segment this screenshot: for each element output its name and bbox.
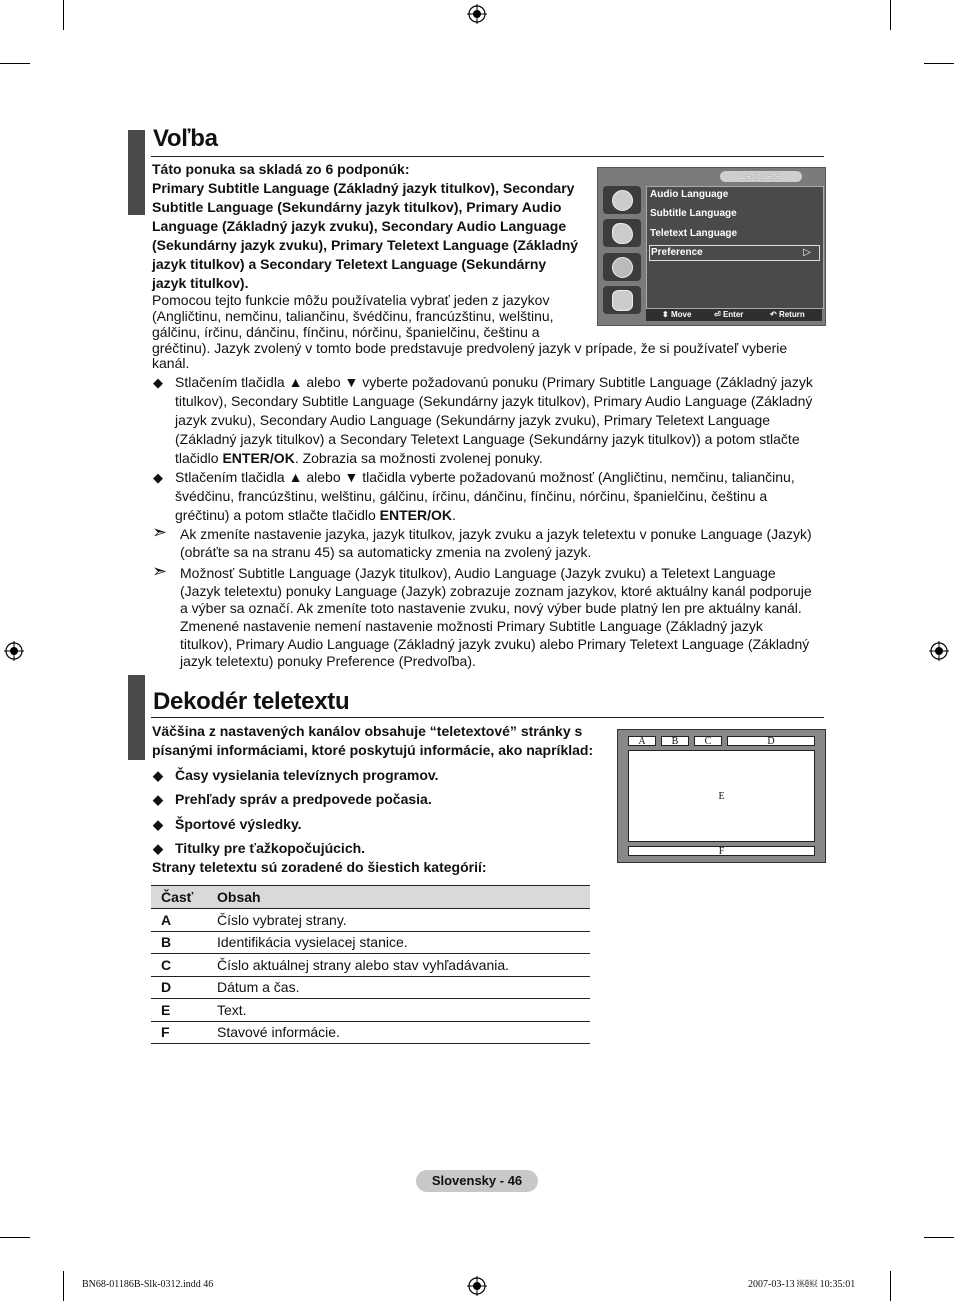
section-title: Dekodér teletextu xyxy=(153,688,350,715)
sound-icon xyxy=(603,219,641,247)
table-cell: D xyxy=(151,976,207,999)
note-line: (obráťte sa na stranu 45) sa automaticky zmenia na zvolený jazyk. xyxy=(180,544,592,560)
enter-hint: ⏎ Enter xyxy=(714,310,744,319)
intro-line: Primary Subtitle Language (Základný jazyk titulkov), Secondary xyxy=(152,180,575,196)
registration-mark-icon xyxy=(467,4,487,24)
note-line: titulkov), Primary Audio Language (Základný jazyk zvuku) alebo Primary Teletext Language (Základný xyxy=(180,636,810,652)
para-line: Pomocou tejto funkcie môžu používatelia vybrať jeden z jazykov xyxy=(152,292,550,308)
section-bar xyxy=(142,130,145,215)
table-cell: F xyxy=(151,1021,207,1044)
intro-line: (Sekundárny jazyk zvuku), Primary Teletext Language (Základný xyxy=(152,237,579,253)
channel-icon xyxy=(603,253,641,281)
crop-mark xyxy=(890,0,891,30)
table-cell: Dátum a čas. xyxy=(207,976,590,999)
crop-mark xyxy=(924,1237,954,1238)
intro-line: Language (Základný jazyk zvuku), Secondary Audio Language xyxy=(152,218,567,234)
label-e: E xyxy=(628,750,815,842)
bullet-line: tlačidlo ENTER/OK. Zobrazia sa možnosti zvolenej ponuky. xyxy=(175,450,543,466)
diamond-bullet-icon: ◆ xyxy=(153,375,163,390)
table-header-row xyxy=(151,886,590,909)
osd-item-preference: Preference ▷ xyxy=(649,245,820,261)
teletext-table xyxy=(151,885,590,1044)
para-line: kanál. xyxy=(152,355,190,371)
para-line: gálčinu, írčinu, dánčinu, fínčinu, nórčinu, španielčinu, češtinu a xyxy=(152,324,540,340)
section-title: Voľba xyxy=(153,125,218,152)
table-row xyxy=(151,909,590,932)
label-a: A xyxy=(628,736,656,746)
note-line: Ak zmeníte nastavenie jazyka, jazyk titulkov, jazyk zvuku a jazyk teletextu v ponuke Language (Jazyk) xyxy=(180,526,812,542)
bullet-item xyxy=(153,839,593,858)
intro-line: jazyk titulkov) a Secondary Teletext Language (Sekundárny xyxy=(152,256,547,272)
note-arrow-icon: ➣ xyxy=(152,522,168,542)
registration-mark-icon xyxy=(4,641,24,661)
crop-mark xyxy=(0,63,30,64)
table-cell: B xyxy=(151,931,207,954)
crop-mark xyxy=(0,1237,30,1238)
section-rule xyxy=(151,717,824,718)
bullet-item xyxy=(153,790,593,809)
crop-mark xyxy=(63,0,64,30)
crop-mark xyxy=(890,1271,891,1301)
label-f: F xyxy=(628,846,815,856)
bullet-line: Stlačením tlačidla ▲ alebo ▼ vyberte požadovanú ponuku (Primary Subtitle Language (Základný jazyk xyxy=(175,374,813,390)
bullet-text: Prehľady správ a predpovede počasia. xyxy=(175,791,432,807)
bullet-line: titulkov), Secondary Subtitle Language (Sekundárny jazyk titulkov), Primary Audio Language (Základný xyxy=(175,393,813,409)
table-cell: Číslo vybratej strany. xyxy=(207,909,590,932)
note-item xyxy=(152,522,842,562)
bullet-text: Titulky pre ťažkopočujúcich. xyxy=(175,840,366,856)
note-line: Možnosť Subtitle Language (Jazyk titulkov), Audio Language (Jazyk zvuku) a Teletext Language xyxy=(180,565,776,581)
table-row xyxy=(151,1021,590,1044)
table-cell: C xyxy=(151,954,207,977)
note-line: Zmenené nastavenie nemení nastavenie možnosti Primary Subtitle Language (Základný jazyk xyxy=(180,618,763,634)
bullet-line: (Základný jazyk titulkov) a Secondary Teletext Language (Sekundárny jazyk titulkov)) a potom stlačte xyxy=(175,431,800,447)
registration-mark-icon xyxy=(467,1276,487,1296)
note-line: a výber sa označí. Ak zmeníte toto nastavenie zvuku, nový výber bude platný len pre aktuálny kanál. xyxy=(180,600,802,616)
intro-line: jazyk titulkov). xyxy=(152,275,249,291)
label-d: D xyxy=(727,736,815,746)
label-b: B xyxy=(661,736,689,746)
print-footer-timestamp: 2007-03-13 ￼￼ 10:35:01 xyxy=(748,1279,856,1290)
table-row xyxy=(151,976,590,999)
note-item xyxy=(152,561,842,673)
note-arrow-icon: ➣ xyxy=(152,561,168,581)
bullet-line: Stlačením tlačidla ▲ alebo ▼ tlačidla vyberte požadovanú možnosť (Angličtinu, nemčinu, taliančinu, xyxy=(175,469,795,485)
page-number-badge: Slovensky - 46 xyxy=(416,1170,538,1192)
label-c: C xyxy=(694,736,722,746)
section-bar xyxy=(142,675,145,760)
osd-item-subtitle-language: Subtitle Language xyxy=(650,208,737,219)
bullet-line: švédčinu, francúzštinu, welštinu, gálčinu, írčinu, dánčinu, fínčinu, nórčinu, španielčinu, češtinu a xyxy=(175,488,768,504)
note-line: (Jazyk teletextu) ponuky Language (Jazyk) zobrazuje zoznam jazykov, ktoré aktuálny kanál podporuje xyxy=(180,583,812,599)
osd-menu-screenshot xyxy=(597,167,826,326)
diamond-bullet-icon: ◆ xyxy=(153,792,163,807)
table-cell: E xyxy=(151,999,207,1022)
osd-item-teletext-language: Teletext Language xyxy=(650,228,738,239)
table-header: Obsah xyxy=(207,886,590,909)
diamond-bullet-icon: ◆ xyxy=(153,768,163,783)
table-cell: Identifikácia vysielacej stanice. xyxy=(207,931,590,954)
arrow-right-icon: ▷ xyxy=(803,247,811,258)
bullet-item xyxy=(153,373,833,468)
osd-header: Language xyxy=(720,171,802,182)
bullet-item xyxy=(153,815,593,834)
teletext-diagram xyxy=(617,729,826,863)
table-cell: Stavové informácie. xyxy=(207,1021,590,1044)
picture-icon xyxy=(603,186,641,214)
print-footer-file: BN68-01186B-Slk-0312.indd 46 xyxy=(82,1279,214,1290)
bullet-item xyxy=(153,766,593,785)
bullet-text: Časy vysielania televíznych programov. xyxy=(175,767,439,783)
return-hint: ↶ Return xyxy=(770,310,805,319)
table-row xyxy=(151,954,590,977)
setup-icon xyxy=(603,286,641,314)
intro-line: Väčšina z nastavených kanálov obsahuje “teletextové” stránky s xyxy=(152,723,583,739)
intro-line: Subtitle Language (Sekundárny jazyk titulkov), Primary Audio xyxy=(152,199,562,215)
bullet-item xyxy=(153,468,833,525)
table-cell: A xyxy=(151,909,207,932)
section-rule xyxy=(151,156,824,157)
move-hint: ⬍ Move xyxy=(662,310,692,319)
table-cell: Číslo aktuálnej strany alebo stav vyhľadávania. xyxy=(207,954,590,977)
intro-line: písanými informáciami, ktoré poskytujú informácie, ako napríklad: xyxy=(152,742,594,758)
para-line: gréčtinu). Jazyk zvolený v tomto bode predstavuje predvolený jazyk v prípade, že si používateľ vyberie xyxy=(152,340,788,356)
bullet-line: gréčtinu) a potom stlačte tlačidlo ENTER/OK. xyxy=(175,507,456,523)
diamond-bullet-icon: ◆ xyxy=(153,470,163,485)
registration-mark-icon xyxy=(929,641,949,661)
bullet-text: Športové výsledky. xyxy=(175,816,302,832)
table-cell: Text. xyxy=(207,999,590,1022)
note-line: jazyk teletextu) ponuky Preference (Predvoľba). xyxy=(180,653,476,669)
crop-mark xyxy=(924,63,954,64)
categories-line: Strany teletextu sú zoradené do šiestich kategórií: xyxy=(152,859,487,875)
diamond-bullet-icon: ◆ xyxy=(153,817,163,832)
table-row xyxy=(151,999,590,1022)
table-row xyxy=(151,931,590,954)
intro-heading: Táto ponuka sa skladá zo 6 podponúk: xyxy=(152,161,410,177)
bullet-line: jazyk zvuku), Secondary Audio Language (Sekundárny jazyk zvuku), Primary Teletext Language xyxy=(175,412,771,428)
table-header: Časť xyxy=(151,886,207,909)
para-line: (Angličtinu, nemčinu, taliančinu, švédčinu, francúzštinu, welštinu, xyxy=(152,308,554,324)
osd-footer xyxy=(646,309,822,321)
osd-item-audio-language: Audio Language xyxy=(650,189,729,200)
crop-mark xyxy=(63,1271,64,1301)
diamond-bullet-icon: ◆ xyxy=(153,841,163,856)
